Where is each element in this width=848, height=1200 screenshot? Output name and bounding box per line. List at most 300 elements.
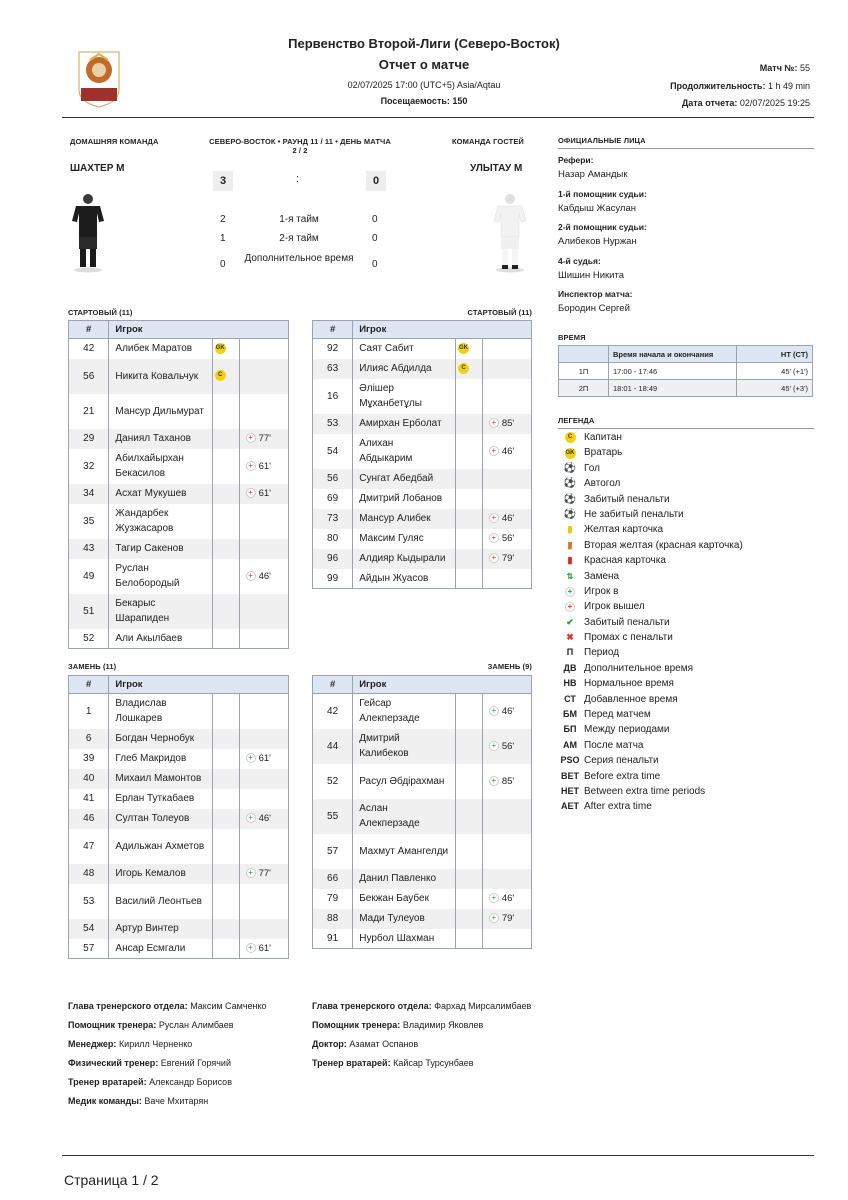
time-heading: ВРЕМЯ <box>558 333 586 342</box>
player-number: 47 <box>69 829 109 864</box>
player-event-cell <box>239 749 288 769</box>
player-number: 63 <box>313 359 353 379</box>
roster-row <box>313 339 532 359</box>
player-number: 42 <box>69 339 109 359</box>
roster-row <box>69 429 289 449</box>
player-name: Амирхан Ерболат <box>353 414 456 434</box>
roster-row <box>69 864 289 884</box>
player-name: Гейсар Алекперзаде <box>353 694 456 729</box>
player-badge-cell <box>212 729 239 749</box>
roster-row <box>69 359 289 394</box>
period-1-home: 2 <box>220 214 226 225</box>
roster-row <box>69 789 289 809</box>
player-event-cell <box>482 729 531 764</box>
score-separator: : <box>296 173 300 185</box>
round-info-line2: 2 / 2 <box>292 146 308 155</box>
roster-row <box>69 629 289 649</box>
player-event-cell <box>482 569 531 589</box>
player-out-icon: + <box>489 533 499 543</box>
official-name: Шишин Никита <box>558 269 624 281</box>
player-badge-cell <box>212 339 239 359</box>
roster-row <box>69 339 289 359</box>
time-ht: 45' (+1') <box>737 363 813 380</box>
captain-badge: C <box>458 363 469 374</box>
player-number: 69 <box>313 489 353 509</box>
staff-role: Медик команды: <box>68 1096 142 1106</box>
away-kit-icon <box>492 193 528 278</box>
roster-row <box>69 829 289 864</box>
player-number: 32 <box>69 449 109 484</box>
official-entry <box>558 289 814 323</box>
player-badge-cell <box>456 549 483 569</box>
official-entry <box>558 189 814 223</box>
player-number: 80 <box>313 529 353 549</box>
time-col-period <box>559 346 609 363</box>
player-name: Никита Ковальчук <box>109 359 212 394</box>
player-badge-cell <box>212 629 239 649</box>
officials-list <box>558 155 814 323</box>
legend-text: Between extra time periods <box>584 785 706 797</box>
match-datetime: 02/07/2025 17:00 (UTC+5) Asia/Aqtau <box>347 80 501 90</box>
legend-text: После матча <box>584 739 644 751</box>
player-number: 44 <box>313 729 353 764</box>
staff-role: Помощник тренера: <box>68 1020 157 1030</box>
substitution-minute: 46' <box>258 813 271 824</box>
player-badge-cell <box>212 694 239 729</box>
legend-item <box>558 476 814 491</box>
roster-row <box>313 869 532 889</box>
time-period: 1П <box>559 363 609 380</box>
player-badge-cell <box>212 919 239 939</box>
substitution-minute: 46' <box>501 445 515 457</box>
ball-icon: ⚽ <box>563 462 577 474</box>
col-number-header: # <box>69 321 109 339</box>
substitution-minute: 46' <box>258 570 271 582</box>
legend-item <box>558 753 814 768</box>
substitution-minute: 79' <box>501 913 515 924</box>
legend-text: Красная карточка <box>584 555 666 567</box>
report-subtitle: Отчет о матче <box>378 57 470 72</box>
roster-row <box>69 449 289 484</box>
substitution-minute: 46' <box>501 893 515 904</box>
legend-text: Забитый пенальти <box>584 616 670 628</box>
time-period: 2П <box>559 380 609 397</box>
staff-name: Кирилл Черненко <box>118 1039 193 1049</box>
player-badge-cell <box>456 869 483 889</box>
legend-abbreviation: П <box>566 647 574 658</box>
player-number: 41 <box>69 789 109 809</box>
player-number: 39 <box>69 749 109 769</box>
goalkeeper-badge: GK <box>215 343 226 354</box>
player-event-cell <box>482 869 531 889</box>
captain-badge: C <box>215 370 226 381</box>
staff-entry <box>312 1038 542 1050</box>
player-number: 48 <box>69 864 109 884</box>
away-team-name: УЛЫТАУ М <box>470 163 523 174</box>
roster-row <box>313 359 532 379</box>
official-role: 1-й помощник судьи: <box>558 188 647 199</box>
legend-text: Забитый пенальти <box>584 493 670 505</box>
home-subs-label: ЗАМЕНЬ (11) <box>68 662 117 671</box>
period-3-home: 0 <box>220 259 226 270</box>
away-subs-label: ЗАМЕНЬ (9) <box>487 662 532 671</box>
player-number: 53 <box>69 884 109 919</box>
player-number: 57 <box>69 939 109 959</box>
player-name: Бекарыс Шарапиден <box>109 594 212 629</box>
yellow-card-icon: ▮ <box>567 524 573 535</box>
legend-abbreviation: БМ <box>563 709 577 720</box>
roster-row <box>69 884 289 919</box>
legend-text: Вторая желтая (красная карточка) <box>584 539 743 551</box>
legend-item <box>558 615 814 630</box>
official-role: 4-й судья: <box>558 255 601 266</box>
player-number: 1 <box>69 694 109 729</box>
player-event-cell <box>239 809 288 829</box>
legend-text: Капитан <box>584 432 622 443</box>
legend-item <box>558 784 814 799</box>
player-number: 52 <box>313 764 353 799</box>
player-number: 96 <box>313 549 353 569</box>
staff-role: Глава тренерского отдела: <box>312 1001 432 1011</box>
roster-row <box>313 509 532 529</box>
roster-row <box>69 919 289 939</box>
roster-row <box>69 749 289 769</box>
player-event-cell <box>482 379 531 414</box>
roster-row <box>69 939 289 959</box>
roster-row <box>69 559 289 594</box>
report-date <box>682 98 810 108</box>
attendance-value: 150 <box>452 96 468 106</box>
player-in-icon: + <box>246 813 256 823</box>
staff-role: Доктор: <box>312 1039 347 1049</box>
player-number: 29 <box>69 429 109 449</box>
player-name: Даниял Таханов <box>109 429 212 449</box>
player-badge-cell <box>212 449 239 484</box>
official-role: Рефери: <box>558 155 594 165</box>
legend-text: Игрок в <box>584 585 619 597</box>
official-entry <box>558 256 814 290</box>
red-card-icon: ▮ <box>567 555 573 566</box>
player-name: Жандарбек Жузжасаров <box>109 504 212 539</box>
legend-text: Вратарь <box>584 447 623 459</box>
time-ht: 45' (+3') <box>737 380 813 397</box>
staff-entry <box>312 1057 542 1069</box>
player-number: 46 <box>69 809 109 829</box>
legend-text: Нормальное время <box>584 678 674 690</box>
checkmark-icon: ✔ <box>566 616 574 627</box>
player-badge-cell <box>212 809 239 829</box>
official-name: Алибеков Нуржан <box>558 236 637 247</box>
legend-heading: ЛЕГЕНДА <box>558 416 595 425</box>
player-event-cell <box>239 484 288 504</box>
roster-row <box>313 549 532 569</box>
player-name: Тагир Сакенов <box>109 539 212 559</box>
player-number: 92 <box>313 339 353 359</box>
player-number: 55 <box>313 799 353 834</box>
player-badge-cell <box>212 484 239 504</box>
player-event-cell <box>482 909 531 929</box>
legend-sub-symbol <box>558 602 582 612</box>
roster-row <box>69 484 289 504</box>
player-badge-cell <box>456 414 483 434</box>
home-starting-label: СТАРТОВЫЙ (11) <box>68 308 133 317</box>
player-name: Артур Винтер <box>109 919 212 939</box>
player-name: Махмут Амангелди <box>353 834 456 869</box>
footer-divider <box>62 1155 814 1156</box>
staff-entry <box>312 1019 542 1031</box>
player-badge-cell <box>456 909 483 929</box>
ball-icon: ⚽ <box>563 508 577 520</box>
roster-header-row <box>69 676 289 694</box>
player-name: Дмитрий Лобанов <box>353 489 456 509</box>
substitution-minute: 85' <box>501 775 515 787</box>
legend-item <box>558 722 814 737</box>
legend-text: Игрок вышел <box>584 601 645 613</box>
player-in-icon: + <box>246 943 256 953</box>
player-out-icon: + <box>489 553 499 563</box>
legend-text: Автогол <box>584 478 621 490</box>
player-event-cell <box>482 799 531 834</box>
roster-row <box>313 569 532 589</box>
player-event-cell <box>239 694 288 729</box>
player-event-cell <box>239 394 288 429</box>
player-number: 66 <box>313 869 353 889</box>
player-badge-cell <box>456 799 483 834</box>
period-1-label: 1-я тайм <box>279 214 319 225</box>
player-name: Руслан Белобородый <box>109 559 212 594</box>
time-row <box>559 363 813 380</box>
player-event-cell <box>239 559 288 594</box>
substitution-minute: 79' <box>501 553 515 564</box>
player-out-icon: + <box>565 602 575 612</box>
legend-item <box>558 445 814 460</box>
player-out-icon: + <box>489 513 499 523</box>
staff-name: Азамат Оспанов <box>349 1039 419 1049</box>
roster-row <box>69 729 289 749</box>
staff-name: Александр Борисов <box>149 1077 232 1087</box>
legend-item <box>558 584 814 599</box>
substitution-minute: 85' <box>501 418 515 429</box>
time-row <box>559 380 813 397</box>
period-3-label: Дополнительное время <box>244 253 354 264</box>
attendance-label: Посещаемость: <box>380 96 450 106</box>
legend-abbreviation: БП <box>563 724 577 735</box>
player-badge-cell <box>212 789 239 809</box>
staff-role: Тренер вратарей: <box>312 1058 391 1068</box>
col-number-header: # <box>313 676 353 694</box>
staff-name: Кайсар Турсунбаев <box>393 1058 474 1068</box>
player-badge-cell <box>212 939 239 959</box>
time-table <box>558 345 813 397</box>
player-out-icon: + <box>489 446 499 456</box>
legend-text: Не забитый пенальти <box>584 508 684 520</box>
player-name: Глеб Макридов <box>109 749 212 769</box>
player-badge-cell <box>456 929 483 949</box>
player-name: Саят Сабит <box>353 339 456 359</box>
player-event-cell <box>482 694 531 729</box>
roster-row <box>69 694 289 729</box>
legend-text: Дополнительное время <box>584 662 694 674</box>
player-event-cell <box>482 834 531 869</box>
col-player-header: Игрок <box>109 321 289 339</box>
home-kit-icon <box>70 193 106 278</box>
player-in-icon: + <box>489 776 499 786</box>
player-name: Михаил Мамонтов <box>109 769 212 789</box>
player-badge-cell <box>456 359 483 379</box>
legend-badge <box>558 432 582 443</box>
legend-item <box>558 799 814 814</box>
captain-badge-icon: C <box>565 432 576 443</box>
legend-item <box>558 769 814 784</box>
legend-sub-symbol <box>558 587 582 597</box>
player-name: Алихан Абдыкарим <box>353 434 456 469</box>
player-badge-cell <box>456 764 483 799</box>
substitution-minute: 61' <box>258 488 271 499</box>
player-name: Аслан Алекперзаде <box>353 799 456 834</box>
player-name: Әлішер Мұханбетұлы <box>353 379 456 414</box>
player-name: Ансар Есмгали <box>109 939 212 959</box>
player-event-cell <box>239 729 288 749</box>
col-number-header: # <box>313 321 353 339</box>
roster-row <box>69 394 289 429</box>
roster-row <box>313 889 532 909</box>
legend-abbreviation: СТ <box>564 693 576 704</box>
player-name: Алдияр Кыдырали <box>353 549 456 569</box>
player-badge-cell <box>212 884 239 919</box>
player-event-cell <box>239 339 288 359</box>
substitution-minute: 77' <box>258 868 271 879</box>
player-name: Игорь Кемалов <box>109 864 212 884</box>
roster-row <box>69 504 289 539</box>
player-in-icon: + <box>489 913 499 923</box>
player-badge-cell <box>456 834 483 869</box>
player-event-cell <box>239 919 288 939</box>
legend-text: Период <box>584 647 620 659</box>
legend-abbreviation: АМ <box>563 739 577 750</box>
player-name: Максим Гуляс <box>353 529 456 549</box>
player-event-cell <box>239 829 288 864</box>
player-number: 49 <box>69 559 109 594</box>
away-team-caption: КОМАНДА ГОСТЕЙ <box>452 137 524 146</box>
officials-heading: ОФИЦИАЛЬНЫЕ ЛИЦА <box>558 136 646 145</box>
player-event-cell <box>239 504 288 539</box>
player-event-cell <box>482 434 531 469</box>
legend-item <box>558 599 814 614</box>
player-event-cell <box>239 359 288 394</box>
player-number: 51 <box>69 594 109 629</box>
match-number <box>760 63 810 73</box>
substitution-minute: 56' <box>501 740 515 752</box>
player-event-cell <box>482 509 531 529</box>
player-badge-cell <box>212 539 239 559</box>
staff-entry <box>68 1057 298 1069</box>
substitution-minute: 61' <box>258 753 271 764</box>
duration-label: Продолжительность: <box>670 81 766 91</box>
staff-name: Фархад Мирсалимбаев <box>434 1001 532 1011</box>
player-number: 34 <box>69 484 109 504</box>
player-name: Богдан Чернобук <box>109 729 212 749</box>
roster-row <box>69 594 289 629</box>
home-starting-table <box>68 320 289 649</box>
roster-header-row <box>313 321 532 339</box>
legend-divider <box>558 428 814 429</box>
player-event-cell <box>239 939 288 959</box>
player-name: Али Акылбаев <box>109 629 212 649</box>
roster-row <box>313 379 532 414</box>
player-number: 56 <box>69 359 109 394</box>
player-badge-cell <box>212 864 239 884</box>
round-info-line1: СЕВЕРО-ВОСТОК • РАУНД 11 / 11 • ДЕНЬ МАТЧА <box>209 137 391 146</box>
roster-row <box>313 909 532 929</box>
staff-entry <box>312 1000 542 1012</box>
period-2-label: 2-я тайм <box>279 233 319 244</box>
player-badge-cell <box>212 769 239 789</box>
report-title: Первенство Второй-Лиги (Северо-Восток) <box>288 36 560 51</box>
legend-abbreviation: ДВ <box>563 662 577 673</box>
legend-item <box>558 538 814 553</box>
player-out-icon: + <box>246 488 256 498</box>
home-score: 3 <box>213 171 233 191</box>
player-event-cell <box>239 769 288 789</box>
home-staff <box>68 1000 298 1114</box>
substitution-minute: 46' <box>501 705 515 717</box>
player-number: 40 <box>69 769 109 789</box>
away-score: 0 <box>366 171 386 191</box>
player-name: Владислав Лошкарев <box>109 694 212 729</box>
substitution-minute: 61' <box>258 460 271 472</box>
legend-abbreviation: PSO <box>560 755 580 766</box>
player-number: 42 <box>313 694 353 729</box>
player-number: 91 <box>313 929 353 949</box>
staff-entry <box>68 1076 298 1088</box>
player-name: Мади Тулеуов <box>353 909 456 929</box>
player-badge-cell <box>456 569 483 589</box>
roster-row <box>313 729 532 764</box>
ball-icon: ⚽ <box>563 493 577 505</box>
official-name: Назар Амандык <box>558 169 628 180</box>
player-number: 52 <box>69 629 109 649</box>
report-date-label: Дата отчета: <box>681 98 738 108</box>
player-out-icon: + <box>246 571 256 581</box>
player-event-cell <box>239 789 288 809</box>
player-in-icon: + <box>489 893 499 903</box>
player-event-cell <box>482 469 531 489</box>
match-number-value: 55 <box>799 63 810 73</box>
officials-divider <box>558 148 814 149</box>
player-name: Айдын Жуасов <box>353 569 456 589</box>
roster-row <box>69 809 289 829</box>
player-name: Алибек Маратов <box>109 339 212 359</box>
player-event-cell <box>239 864 288 884</box>
home-team-name: ШАХТЕР М <box>70 163 125 174</box>
player-number: 6 <box>69 729 109 749</box>
player-number: 56 <box>313 469 353 489</box>
legend-abbreviation: HET <box>561 785 579 796</box>
legend-item <box>558 630 814 645</box>
player-name: Ерлан Туткабаев <box>109 789 212 809</box>
legend-text: Перед матчем <box>584 709 651 721</box>
substitution-minute: 56' <box>501 533 515 544</box>
player-name: Расул Әбдірахман <box>353 764 456 799</box>
player-name: Мансур Алибек <box>353 509 456 529</box>
staff-entry <box>68 1095 298 1107</box>
official-name: Кабдыш Жасулан <box>558 202 636 214</box>
match-duration <box>670 81 810 91</box>
player-badge-cell <box>456 729 483 764</box>
player-number: 21 <box>69 394 109 429</box>
legend-item <box>558 553 814 568</box>
staff-role: Менеджер: <box>68 1039 117 1049</box>
